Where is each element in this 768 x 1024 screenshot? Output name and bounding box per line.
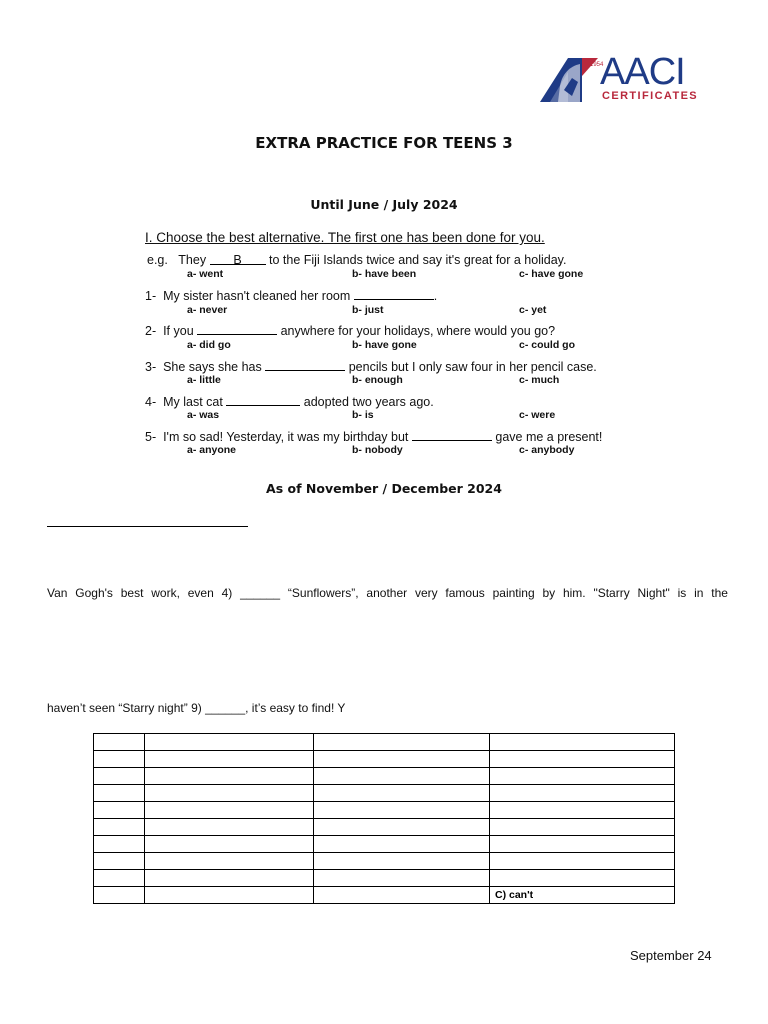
question-4: [145, 394, 434, 409]
table-cell: [145, 802, 314, 819]
question-text-after: anywhere for your holidays, where would you go?: [277, 324, 556, 338]
question-number: 4-: [145, 395, 157, 409]
question-5-option-a: a- anyone: [187, 444, 237, 456]
example-answer-blank: B: [210, 253, 266, 265]
table-cell: [94, 870, 145, 887]
table-cell: [490, 751, 675, 768]
table-cell: [490, 785, 675, 802]
paragraph-word: ______: [240, 586, 281, 600]
question-2: [145, 323, 555, 338]
table-cell: C) can't: [490, 887, 675, 904]
table-cell: [314, 887, 490, 904]
table-cell: [94, 802, 145, 819]
table-cell: [145, 751, 314, 768]
question-text-before: If you: [163, 324, 198, 338]
question-1: [145, 288, 437, 303]
logo-est-year: 1954: [590, 62, 604, 68]
example-option-c: c- have gone: [519, 268, 584, 280]
table-cell: [145, 887, 314, 904]
paragraph-word: Gogh's: [75, 586, 113, 600]
aaci-logo: [538, 51, 714, 104]
paragraph-word: “Sunflowers”,: [287, 586, 359, 600]
question-5: [145, 429, 602, 444]
question-2-option-c: c- could go: [519, 339, 575, 351]
question-text-after: pencils but I only saw four in her pencil case.: [345, 360, 597, 374]
question-text-before: I'm so sad! Yesterday, it was my birthday but: [163, 430, 412, 444]
footer-date: September 24: [630, 948, 712, 963]
table-cell: [94, 887, 145, 904]
question-number: 5-: [145, 430, 157, 444]
table-cell: [490, 734, 675, 751]
example-sentence: [147, 253, 566, 267]
table-cell: [314, 819, 490, 836]
table-cell: [490, 870, 675, 887]
answer-blank: [412, 429, 492, 441]
answer-blank: [354, 288, 434, 300]
question-5-option-c: c- anybody: [519, 444, 575, 456]
question-4-option-a: a- was: [187, 409, 220, 421]
question-3-option-b: b- enough: [352, 374, 403, 386]
table-cell: [145, 836, 314, 853]
section-heading-june-july: Until June / July 2024: [310, 197, 458, 212]
paragraph-word: him.: [562, 586, 586, 600]
table-cell: [314, 751, 490, 768]
table-cell: [490, 802, 675, 819]
table-row: [94, 785, 675, 802]
table-cell: [314, 870, 490, 887]
table-cell: [145, 785, 314, 802]
divider-line: [47, 526, 248, 527]
paragraph-word: even: [187, 586, 214, 600]
question-text-before: My last cat: [163, 395, 227, 409]
paragraph-word: work,: [151, 586, 180, 600]
question-2-option-b: b- have gone: [352, 339, 417, 351]
question-1-option-b: b- just: [352, 304, 384, 316]
paragraph-word: "Starry: [593, 586, 630, 600]
table-cell: [314, 853, 490, 870]
table-cell: [94, 768, 145, 785]
page-title: EXTRA PRACTICE FOR TEENS 3: [255, 134, 513, 152]
paragraph-word: is: [677, 586, 687, 600]
paragraph-starry-night: haven’t seen “Starry night” 9) ______, it’s easy to find! Y: [47, 701, 346, 715]
table-cell: [490, 853, 675, 870]
table-row: [94, 887, 675, 904]
table-cell: [490, 819, 675, 836]
table-row: [94, 836, 675, 853]
question-3-option-a: a- little: [187, 374, 221, 386]
answer-blank: [197, 323, 277, 335]
logo-subtitle: CERTIFICATES: [602, 90, 699, 102]
question-text-after: .: [433, 289, 438, 303]
table-row: [94, 802, 675, 819]
paragraph-word: best: [120, 586, 144, 600]
example-prefix: e.g.: [147, 253, 168, 267]
table-cell: [314, 802, 490, 819]
table-cell: [94, 734, 145, 751]
question-text-before: She says she has: [163, 360, 266, 374]
question-text-before: My sister hasn't cleaned her room: [163, 289, 354, 303]
table-row: [94, 819, 675, 836]
question-4-option-b: b- is: [352, 409, 374, 421]
exercise-instruction: I. Choose the best alternative. The first one has been done for you.: [145, 230, 545, 245]
question-text-after: gave me a present!: [491, 430, 603, 444]
paragraph-word: 4): [221, 586, 233, 600]
section-heading-nov-dec: As of November / December 2024: [266, 481, 502, 496]
example-option-b: b- have been: [352, 268, 417, 280]
table-cell: [94, 853, 145, 870]
paragraph-van-gogh: [47, 586, 728, 600]
example-after: to the Fiji Islands twice and say it's great for a holiday.: [265, 253, 567, 267]
question-1-option-a: a- never: [187, 304, 228, 316]
question-text-after: adopted two years ago.: [300, 395, 434, 409]
table-cell: [145, 734, 314, 751]
table-cell: [314, 836, 490, 853]
table-cell: [490, 768, 675, 785]
table-cell: [145, 870, 314, 887]
paragraph-word: famous: [445, 586, 485, 600]
question-number: 1-: [145, 289, 157, 303]
paragraph-word: very: [414, 586, 438, 600]
question-number: 2-: [145, 324, 157, 338]
table-cell: [145, 853, 314, 870]
table-cell: [94, 819, 145, 836]
question-4-option-c: c- were: [519, 409, 556, 421]
paragraph-word: the: [711, 586, 728, 600]
question-2-option-a: a- did go: [187, 339, 231, 351]
paragraph-word: Van: [47, 586, 68, 600]
table-row: [94, 870, 675, 887]
paragraph-word: painting: [492, 586, 535, 600]
table-cell: [145, 768, 314, 785]
question-3-option-c: c- much: [519, 374, 560, 386]
table-row: [94, 768, 675, 785]
answer-blank: [265, 359, 345, 371]
table-cell: [94, 751, 145, 768]
example-option-a: a- went: [187, 268, 224, 280]
table-cell: [94, 836, 145, 853]
table-row: [94, 734, 675, 751]
table-cell: [94, 785, 145, 802]
answer-table: [93, 733, 675, 904]
question-5-option-b: b- nobody: [352, 444, 403, 456]
table-cell: [314, 785, 490, 802]
table-cell: [314, 768, 490, 785]
example-before: They: [178, 253, 210, 267]
paragraph-word: another: [366, 586, 408, 600]
question-3: [145, 359, 597, 374]
question-1-option-c: c- yet: [519, 304, 547, 316]
table-cell: [314, 734, 490, 751]
paragraph-word: by: [542, 586, 556, 600]
paragraph-word: in: [694, 586, 704, 600]
table-row: [94, 751, 675, 768]
answer-blank: [226, 394, 300, 406]
table-cell: [490, 836, 675, 853]
paragraph-word: Night": [637, 586, 670, 600]
table-row: [94, 853, 675, 870]
logo-wordmark: AACI: [600, 51, 685, 93]
table-cell: [145, 819, 314, 836]
question-number: 3-: [145, 360, 157, 374]
